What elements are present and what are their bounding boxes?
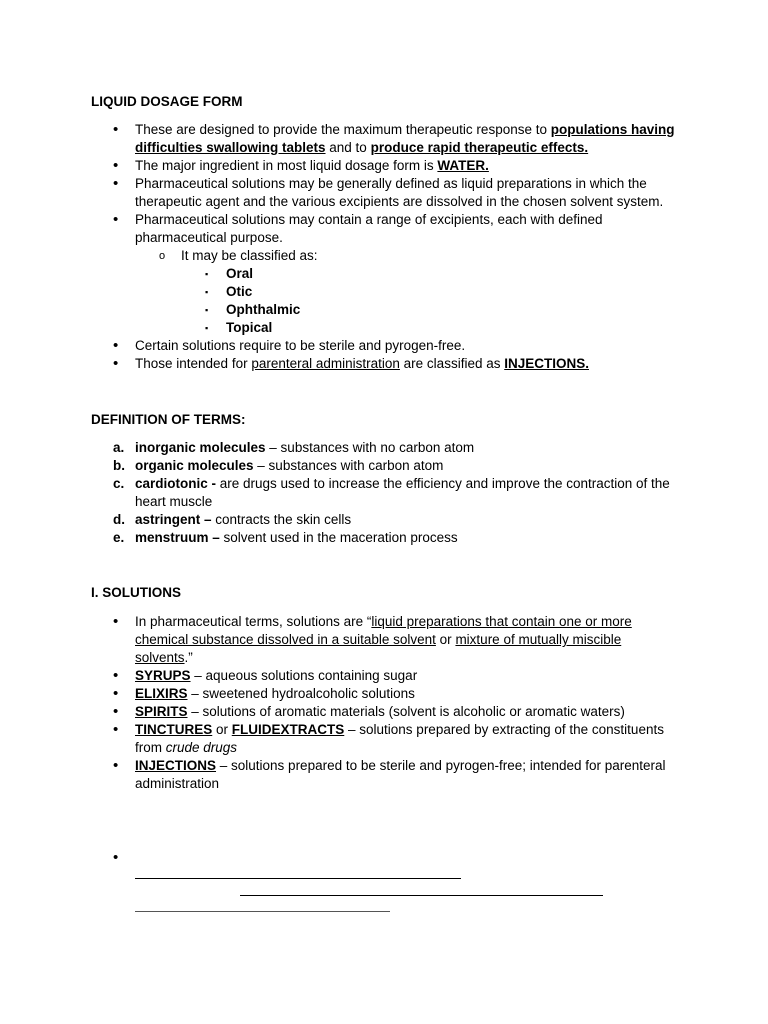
bullet-marker: • [113, 849, 119, 866]
list-item-topical: ▪ Topical [205, 320, 273, 335]
list-item: • The major ingredient in most liquid dosage form is WATER. [113, 157, 489, 174]
term-definition: solvent used in the maceration process [219, 530, 458, 545]
list-item: • Those intended for parenteral administration are classified as INJECTIONS. [113, 355, 589, 372]
blank-underline [135, 911, 390, 912]
list-item: • ELIXIRS – sweetened hydroalcoholic solutions [113, 685, 415, 702]
bullet-marker: • [113, 721, 119, 738]
list-item: • INJECTIONS – solutions prepared to be sterile and pyrogen-free; intended for parenteral administration [113, 757, 666, 791]
list-item: • These are designed to provide the maximum therapeutic response to populations having difficulties swallowing tablets and to produce rapid therapeutic effects. [113, 121, 675, 155]
term-definition: are drugs used to increase the efficiency and improve the contraction of the heart muscle [135, 476, 670, 509]
term-syrups: SYRUPS [135, 668, 191, 683]
bullet-marker: • [113, 121, 119, 138]
list-item: • TINCTURES or FLUIDEXTRACTS – solutions prepared by extracting of the constituents from crude drugs [113, 721, 664, 755]
term-tinctures: TINCTURES [135, 722, 213, 737]
list-item: • In pharmaceutical terms, solutions are “liquid preparations that contain one or more chemical substance dissolved in a suitable solvent or mixture of mutually miscible solvents.” [113, 613, 632, 665]
term-item: c. cardiotonic - are drugs used to increase the efficiency and improve the contraction of the heart muscle [113, 476, 670, 509]
bullet-marker: • [113, 667, 119, 684]
square-marker: ▪ [205, 305, 209, 315]
term-elixirs: ELIXIRS [135, 686, 188, 701]
bullet-marker: • [113, 355, 119, 372]
blank-underline [240, 895, 603, 896]
blank-underline [135, 878, 461, 879]
intro-list [0, 121, 768, 373]
emphasis-parenteral: parenteral administration [251, 356, 400, 371]
bullet-marker: • [113, 757, 119, 774]
list-item-ophthalmic: ▪ Ophthalmic [205, 302, 301, 317]
bullet-marker: • [113, 703, 119, 720]
terms-list [0, 439, 768, 547]
bullet-marker: • [113, 337, 119, 354]
section-title-definition-of-terms: DEFINITION OF TERMS: [91, 412, 246, 427]
list-item-oral: ▪ Oral [205, 266, 254, 281]
section-title-solutions: I. SOLUTIONS [91, 585, 182, 600]
square-marker: ▪ [205, 323, 209, 333]
emphasis-populations: populations having difficulties swallowing tablets [135, 122, 675, 155]
list-item: • Certain solutions require to be sterile and pyrogen-free. [113, 337, 466, 354]
bullet-marker: • [113, 175, 119, 192]
bullet-marker: • [113, 685, 119, 702]
term-name: inorganic molecules [135, 440, 266, 455]
circle-marker: o [159, 250, 166, 262]
square-marker: ▪ [205, 287, 209, 297]
term-item: b. organic molecules – substances with carbon atom [113, 458, 444, 473]
term-injections: INJECTIONS [135, 758, 217, 773]
list-item-otic: ▪ Otic [205, 284, 253, 299]
term-item: a. inorganic molecules – substances with no carbon atom [113, 440, 475, 455]
solutions-list [0, 613, 768, 793]
list-item: • Pharmaceutical solutions may contain a range of excipients, each with defined pharmaceutical purpose. [113, 211, 603, 245]
term-spirits: SPIRITS [135, 704, 188, 719]
list-item: o It may be classified as: [159, 248, 318, 263]
section-title-liquid-dosage-form: LIQUID DOSAGE FORM [91, 94, 243, 109]
bullet-marker: • [113, 613, 119, 630]
term-definition: – substances with carbon atom [253, 458, 444, 473]
term-fluidextracts: FLUIDEXTRACTS [231, 722, 345, 737]
bullet-marker: • [113, 157, 119, 174]
term-item: e. menstruum – solvent used in the maceration process [113, 530, 458, 545]
list-item: • SPIRITS – solutions of aromatic materials (solvent is alcoholic or aromatic waters) [113, 703, 625, 720]
list-item: • SYRUPS – aqueous solutions containing sugar [113, 667, 418, 684]
bullet-marker: • [113, 211, 119, 228]
emphasis-injections: INJECTIONS. [504, 356, 589, 371]
emphasis-rapid-effects: produce rapid therapeutic effects. [370, 140, 589, 155]
term-name: cardiotonic - [135, 476, 217, 491]
square-marker: ▪ [205, 269, 209, 279]
list-item: • Pharmaceutical solutions may be generally defined as liquid preparations in which the therapeutic agent and the various excipients are dissolved in the chosen solvent system. [113, 175, 664, 209]
emphasis-water: WATER. [437, 158, 489, 173]
term-definition: contracts the skin cells [211, 512, 352, 527]
term-item: d. astringent – contracts the skin cells [113, 512, 352, 527]
term-definition: – substances with no carbon atom [265, 440, 475, 455]
empty-list-item [0, 849, 768, 867]
term-name: menstruum – [135, 530, 220, 545]
term-name: organic molecules [135, 458, 254, 473]
term-name: astringent – [135, 512, 212, 527]
